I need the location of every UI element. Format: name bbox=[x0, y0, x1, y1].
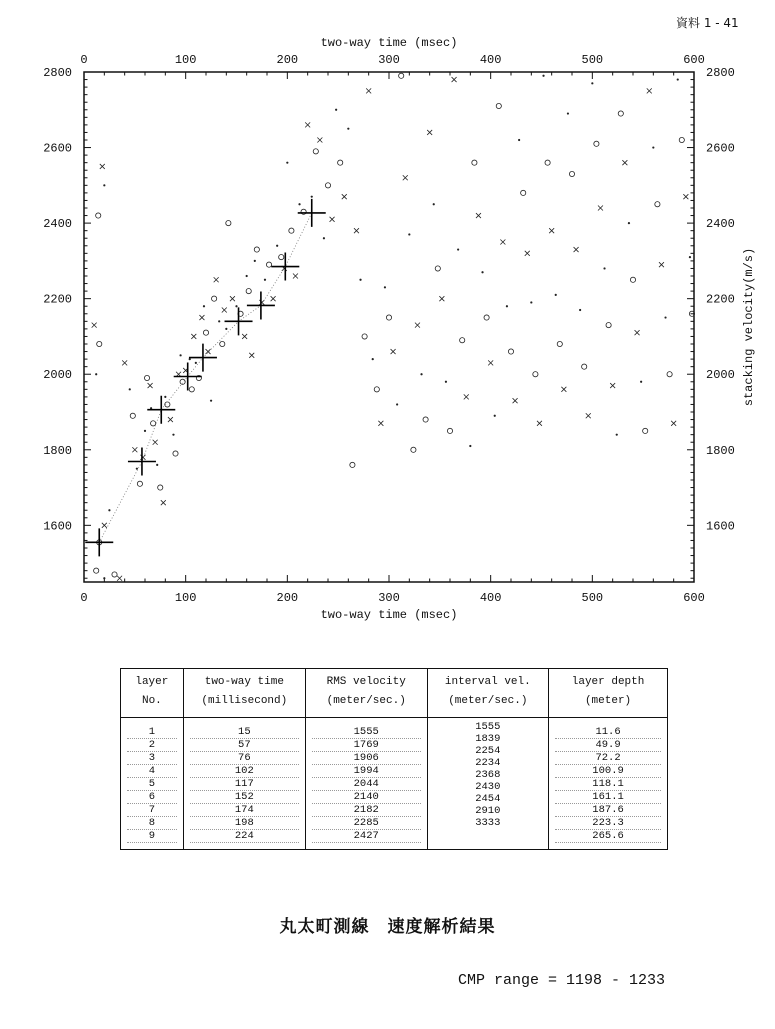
scatter-point bbox=[683, 194, 688, 199]
velocity-pick bbox=[128, 447, 156, 475]
table-cell: 57 bbox=[190, 739, 299, 752]
table-cell: 1906 bbox=[312, 752, 421, 765]
scatter-point bbox=[168, 417, 173, 422]
scatter-point bbox=[494, 415, 496, 417]
scatter-point bbox=[220, 341, 225, 346]
table-cell: 1994 bbox=[312, 765, 421, 778]
table-cell: 49.9 bbox=[555, 739, 661, 752]
scatter-point bbox=[289, 228, 294, 233]
scatter-point bbox=[452, 77, 457, 82]
table-cell: 3333 bbox=[475, 817, 501, 829]
header-layer bbox=[121, 669, 184, 718]
scatter-point bbox=[659, 262, 664, 267]
scatter-point bbox=[172, 434, 174, 436]
scatter-point bbox=[655, 202, 660, 207]
x-tick-label-bottom: 100 bbox=[174, 591, 197, 605]
scatter-point bbox=[214, 277, 219, 282]
table-cell: 223.3 bbox=[555, 817, 661, 830]
velocity-pick bbox=[147, 396, 175, 424]
scatter-point bbox=[347, 128, 349, 130]
table-cell: 100.9 bbox=[555, 765, 661, 778]
scatter-point bbox=[97, 341, 102, 346]
table-cell: 224 bbox=[190, 830, 299, 843]
scatter-point bbox=[122, 360, 127, 365]
scatter-point bbox=[518, 139, 520, 141]
scatter-point bbox=[569, 171, 574, 176]
scatter-point bbox=[189, 387, 194, 392]
scatter-point bbox=[298, 203, 300, 205]
scatter-point bbox=[399, 73, 404, 78]
x-tick-label-bottom: 0 bbox=[80, 591, 88, 605]
scatter-point bbox=[271, 296, 276, 301]
scatter-point bbox=[130, 413, 135, 418]
velocity-pick bbox=[225, 307, 253, 335]
table-cell: 174 bbox=[190, 804, 299, 817]
scatter-point bbox=[622, 160, 627, 165]
table-cell: 76 bbox=[190, 752, 299, 765]
y-tick-label-left: 2000 bbox=[43, 368, 72, 383]
scatter-point bbox=[671, 421, 676, 426]
scatter-point bbox=[521, 190, 526, 195]
scatter-point bbox=[689, 256, 691, 258]
scatter-point bbox=[323, 237, 325, 239]
x-tick-label-top: 400 bbox=[479, 53, 502, 67]
scatter-point bbox=[460, 338, 465, 343]
x-tick-label-top: 200 bbox=[276, 53, 299, 67]
scatter-point bbox=[603, 267, 605, 269]
table-cell: 1839 bbox=[475, 733, 501, 745]
scatter-point bbox=[484, 315, 489, 320]
velocity-pick bbox=[298, 199, 326, 227]
scatter-point bbox=[96, 213, 101, 218]
scatter-point bbox=[180, 379, 185, 384]
scatter-point bbox=[525, 251, 530, 256]
scatter-point bbox=[249, 353, 254, 358]
scatter-point bbox=[266, 262, 271, 267]
scatter-point bbox=[403, 175, 408, 180]
y-tick-label-left: 2400 bbox=[43, 217, 72, 232]
scatter-point bbox=[218, 320, 220, 322]
column-time bbox=[183, 718, 305, 850]
table-cell: 152 bbox=[190, 791, 299, 804]
y-tick-label-left: 2600 bbox=[43, 141, 72, 156]
scatter-point bbox=[643, 428, 648, 433]
scatter-point bbox=[610, 383, 615, 388]
cmp-range-label: CMP range = 1198 - 1233 bbox=[458, 972, 666, 989]
page-reference: 資料 1 - 41 bbox=[676, 16, 739, 30]
scatter-point bbox=[153, 440, 158, 445]
scatter-point bbox=[354, 228, 359, 233]
scatter-point bbox=[94, 568, 99, 573]
velocity-pick bbox=[247, 291, 275, 319]
scatter-point bbox=[500, 240, 505, 245]
scatter-point bbox=[103, 184, 105, 186]
table-cell: 5 bbox=[127, 778, 177, 791]
figure-caption: 丸太町測線 速度解析結果 bbox=[279, 917, 496, 937]
scatter-point bbox=[423, 417, 428, 422]
table-cell: 118.1 bbox=[555, 778, 661, 791]
scatter-point bbox=[545, 160, 550, 165]
velocity-picks bbox=[85, 199, 325, 556]
scatter-point bbox=[148, 383, 153, 388]
scatter-point bbox=[537, 421, 542, 426]
scatter-point bbox=[586, 413, 591, 418]
scatter-point bbox=[203, 330, 208, 335]
scatter-point bbox=[374, 387, 379, 392]
scatter-point bbox=[179, 354, 181, 356]
scatter-point bbox=[555, 294, 557, 296]
scatter-point bbox=[557, 341, 562, 346]
scatter-point bbox=[225, 328, 227, 330]
scatter-point bbox=[210, 400, 212, 402]
scatter-point bbox=[533, 372, 538, 377]
column-rms bbox=[305, 718, 427, 850]
scatter-points bbox=[92, 73, 695, 581]
scatter-point bbox=[246, 275, 248, 277]
scatter-point bbox=[618, 111, 623, 116]
scatter-point bbox=[226, 221, 231, 226]
table-cell: 72.2 bbox=[555, 752, 661, 765]
scatter-point bbox=[506, 305, 508, 307]
velocity-results-table bbox=[120, 668, 668, 850]
table-cell: 2285 bbox=[312, 817, 421, 830]
x-tick-label-top: 600 bbox=[683, 53, 705, 67]
x-tick-label-bottom: 300 bbox=[378, 591, 400, 605]
table-cell: 198 bbox=[190, 817, 299, 830]
table-cell: 2 bbox=[127, 739, 177, 752]
y-tick-label-left: 1800 bbox=[43, 443, 72, 458]
x-tick-label-bottom: 200 bbox=[276, 591, 299, 605]
y-axis-title-right: stacking velocity(m/s) bbox=[742, 247, 756, 407]
scatter-point bbox=[293, 274, 298, 279]
scatter-point bbox=[579, 309, 581, 311]
scatter-point bbox=[433, 203, 435, 205]
scatter-point bbox=[173, 451, 178, 456]
scatter-point bbox=[567, 112, 569, 114]
scatter-point bbox=[594, 141, 599, 146]
table-cell: 2234 bbox=[475, 757, 501, 769]
table-cell: 8 bbox=[127, 817, 177, 830]
scatter-point bbox=[108, 509, 110, 511]
scatter-point bbox=[129, 388, 131, 390]
scatter-point bbox=[206, 349, 211, 354]
scatter-point bbox=[469, 445, 471, 447]
scatter-point bbox=[144, 430, 146, 432]
scatter-point bbox=[103, 577, 105, 579]
scatter-point bbox=[158, 485, 163, 490]
x-tick-label-top: 0 bbox=[80, 53, 88, 67]
table-cell: 2454 bbox=[475, 793, 501, 805]
scatter-point bbox=[435, 266, 440, 271]
table-cell: 2254 bbox=[475, 745, 501, 757]
table-cell: 2910 bbox=[475, 805, 501, 817]
table-cell: 102 bbox=[190, 765, 299, 778]
table-cell: 2182 bbox=[312, 804, 421, 817]
velocity-pick bbox=[174, 362, 202, 390]
scatter-point bbox=[542, 75, 544, 77]
scatter-point bbox=[384, 286, 386, 288]
scatter-point bbox=[472, 160, 477, 165]
scatter-point bbox=[439, 296, 444, 301]
x-tick-label-top: 500 bbox=[581, 53, 604, 67]
scatter-point bbox=[616, 434, 618, 436]
header-line: No. bbox=[141, 695, 162, 707]
scatter-point bbox=[325, 183, 330, 188]
scatter-point bbox=[635, 330, 640, 335]
y-tick-label-right: 1600 bbox=[706, 519, 735, 534]
scatter-point bbox=[92, 323, 97, 328]
scatter-point bbox=[350, 462, 355, 467]
axis-ticks bbox=[84, 72, 694, 582]
scatter-point bbox=[136, 468, 138, 470]
table-cell: 161.1 bbox=[555, 791, 661, 804]
scatter-point bbox=[102, 523, 107, 528]
scatter-point bbox=[359, 279, 361, 281]
scatter-point bbox=[664, 316, 666, 318]
header-line: (meter/sec.) bbox=[326, 695, 406, 707]
x-axis-title-bottom: two-way time (msec) bbox=[320, 608, 458, 622]
scatter-point bbox=[386, 315, 391, 320]
scatter-point bbox=[488, 360, 493, 365]
header-line: RMS velocity bbox=[326, 676, 406, 688]
velocity-pick bbox=[189, 344, 217, 372]
header-line: interval vel. bbox=[444, 676, 531, 688]
scatter-point bbox=[311, 196, 313, 198]
header-depth bbox=[549, 669, 668, 718]
scatter-point bbox=[447, 428, 452, 433]
scatter-point bbox=[647, 88, 652, 93]
scatter-point bbox=[203, 305, 205, 307]
scatter-point bbox=[667, 372, 672, 377]
scatter-point bbox=[476, 213, 481, 218]
x-axis-title-top: two-way time (msec) bbox=[320, 36, 458, 50]
scatter-point bbox=[561, 387, 566, 392]
table-cell: 3 bbox=[127, 752, 177, 765]
velocity-pick bbox=[85, 528, 113, 556]
table-header-row bbox=[121, 669, 668, 718]
scatter-point bbox=[156, 464, 158, 466]
scatter-point bbox=[396, 403, 398, 405]
scatter-point bbox=[117, 576, 122, 581]
scatter-point bbox=[338, 160, 343, 165]
table-cell: 4 bbox=[127, 765, 177, 778]
scatter-point bbox=[151, 421, 156, 426]
header-line: layer depth bbox=[571, 676, 645, 688]
scatter-point bbox=[652, 146, 654, 148]
pick-connecting-line bbox=[99, 213, 311, 542]
scatter-point bbox=[335, 109, 337, 111]
header-line: layer bbox=[135, 676, 169, 688]
scatter-point bbox=[195, 362, 197, 364]
table-cell: 11.6 bbox=[555, 726, 661, 739]
header-time bbox=[183, 669, 305, 718]
scatter-point bbox=[366, 88, 371, 93]
x-tick-label-top: 100 bbox=[174, 53, 197, 67]
scatter-point bbox=[378, 421, 383, 426]
table-cell: 9 bbox=[127, 830, 177, 843]
y-tick-label-left: 2200 bbox=[43, 292, 72, 307]
scatter-point bbox=[445, 381, 447, 383]
scatter-point bbox=[420, 373, 422, 375]
scatter-point bbox=[408, 233, 410, 235]
scatter-point bbox=[496, 103, 501, 108]
y-tick-label-left: 2800 bbox=[43, 66, 72, 80]
scatter-point bbox=[574, 247, 579, 252]
scatter-point bbox=[132, 447, 137, 452]
scatter-point bbox=[254, 260, 256, 262]
scatter-point bbox=[630, 277, 635, 282]
table-cell: 2427 bbox=[312, 830, 421, 843]
scatter-point bbox=[191, 334, 196, 339]
scatter-point bbox=[481, 271, 483, 273]
scatter-point bbox=[342, 194, 347, 199]
scatter-point bbox=[112, 572, 117, 577]
scatter-point bbox=[457, 248, 459, 250]
table-cell: 265.6 bbox=[555, 830, 661, 843]
scatter-point bbox=[411, 447, 416, 452]
table-cell: 1555 bbox=[475, 721, 501, 733]
scatter-point bbox=[264, 279, 266, 281]
scatter-point bbox=[100, 164, 105, 169]
table-cell: 7 bbox=[127, 804, 177, 817]
scatter-point bbox=[254, 247, 259, 252]
table-cell: 2430 bbox=[475, 781, 501, 793]
y-tick-label-right: 2200 bbox=[706, 292, 735, 307]
scatter-point bbox=[313, 149, 318, 154]
header-line: (meter/sec.) bbox=[448, 695, 528, 707]
scatter-point bbox=[276, 245, 278, 247]
header-line: (millisecond) bbox=[201, 695, 288, 707]
y-tick-label-right: 2400 bbox=[706, 217, 735, 232]
x-tick-label-bottom: 500 bbox=[581, 591, 604, 605]
scatter-point bbox=[464, 394, 469, 399]
scatter-point bbox=[212, 296, 217, 301]
table-cell: 2140 bbox=[312, 791, 421, 804]
table-cell: 2368 bbox=[475, 769, 501, 781]
scatter-point bbox=[677, 78, 679, 80]
scatter-point bbox=[137, 481, 142, 486]
scatter-point bbox=[286, 162, 288, 164]
scatter-point bbox=[591, 82, 593, 84]
table-cell: 1555 bbox=[312, 726, 421, 739]
header-rms bbox=[305, 669, 427, 718]
table-cell: 15 bbox=[190, 726, 299, 739]
scatter-point bbox=[95, 373, 97, 375]
y-tick-label-left: 1600 bbox=[43, 519, 72, 534]
header-line: (meter) bbox=[584, 695, 632, 707]
scatter-point bbox=[235, 305, 237, 307]
scatter-point bbox=[415, 323, 420, 328]
scatter-point bbox=[279, 255, 284, 260]
header-interval bbox=[427, 669, 549, 718]
scatter-point bbox=[582, 364, 587, 369]
table-cell: 1769 bbox=[312, 739, 421, 752]
scatter-point bbox=[330, 217, 335, 222]
y-tick-label-right: 2600 bbox=[706, 141, 735, 156]
scatter-point bbox=[317, 138, 322, 143]
x-tick-label-bottom: 600 bbox=[683, 591, 705, 605]
scatter-point bbox=[679, 137, 684, 142]
scatter-point bbox=[144, 375, 149, 380]
scatter-point bbox=[513, 398, 518, 403]
scatter-point bbox=[164, 396, 166, 398]
scatter-point bbox=[161, 500, 166, 505]
scatter-point bbox=[598, 206, 603, 211]
scatter-point bbox=[549, 228, 554, 233]
x-tick-label-top: 300 bbox=[378, 53, 400, 67]
scatter-point bbox=[222, 308, 227, 313]
y-tick-label-right: 2800 bbox=[706, 66, 735, 80]
x-tick-label-bottom: 400 bbox=[479, 591, 502, 605]
plot-frame bbox=[84, 72, 694, 582]
table-cell: 1 bbox=[127, 726, 177, 739]
scatter-point bbox=[606, 323, 611, 328]
scatter-point bbox=[372, 358, 374, 360]
table-cell: 117 bbox=[190, 778, 299, 791]
scatter-point bbox=[530, 301, 532, 303]
scatter-point bbox=[246, 289, 251, 294]
scatter-point bbox=[362, 334, 367, 339]
scatter-point bbox=[628, 222, 630, 224]
column-depth bbox=[549, 718, 668, 850]
table-cell: 187.6 bbox=[555, 804, 661, 817]
y-tick-label-right: 2000 bbox=[706, 368, 735, 383]
scatter-point bbox=[199, 315, 204, 320]
scatter-point bbox=[508, 349, 513, 354]
table-cell: 6 bbox=[127, 791, 177, 804]
column-interval bbox=[427, 718, 549, 850]
table-cell: 2044 bbox=[312, 778, 421, 791]
scatter-point bbox=[427, 130, 432, 135]
scatter-point bbox=[230, 296, 235, 301]
scatter-point bbox=[391, 349, 396, 354]
tick-labels bbox=[43, 53, 735, 605]
column-layer bbox=[121, 718, 184, 850]
y-tick-label-right: 1800 bbox=[706, 443, 735, 458]
header-line: two-way time bbox=[204, 676, 284, 688]
scatter-point bbox=[305, 122, 310, 127]
table-body-row bbox=[121, 718, 668, 850]
scatter-point bbox=[640, 381, 642, 383]
scatter-point bbox=[242, 334, 247, 339]
